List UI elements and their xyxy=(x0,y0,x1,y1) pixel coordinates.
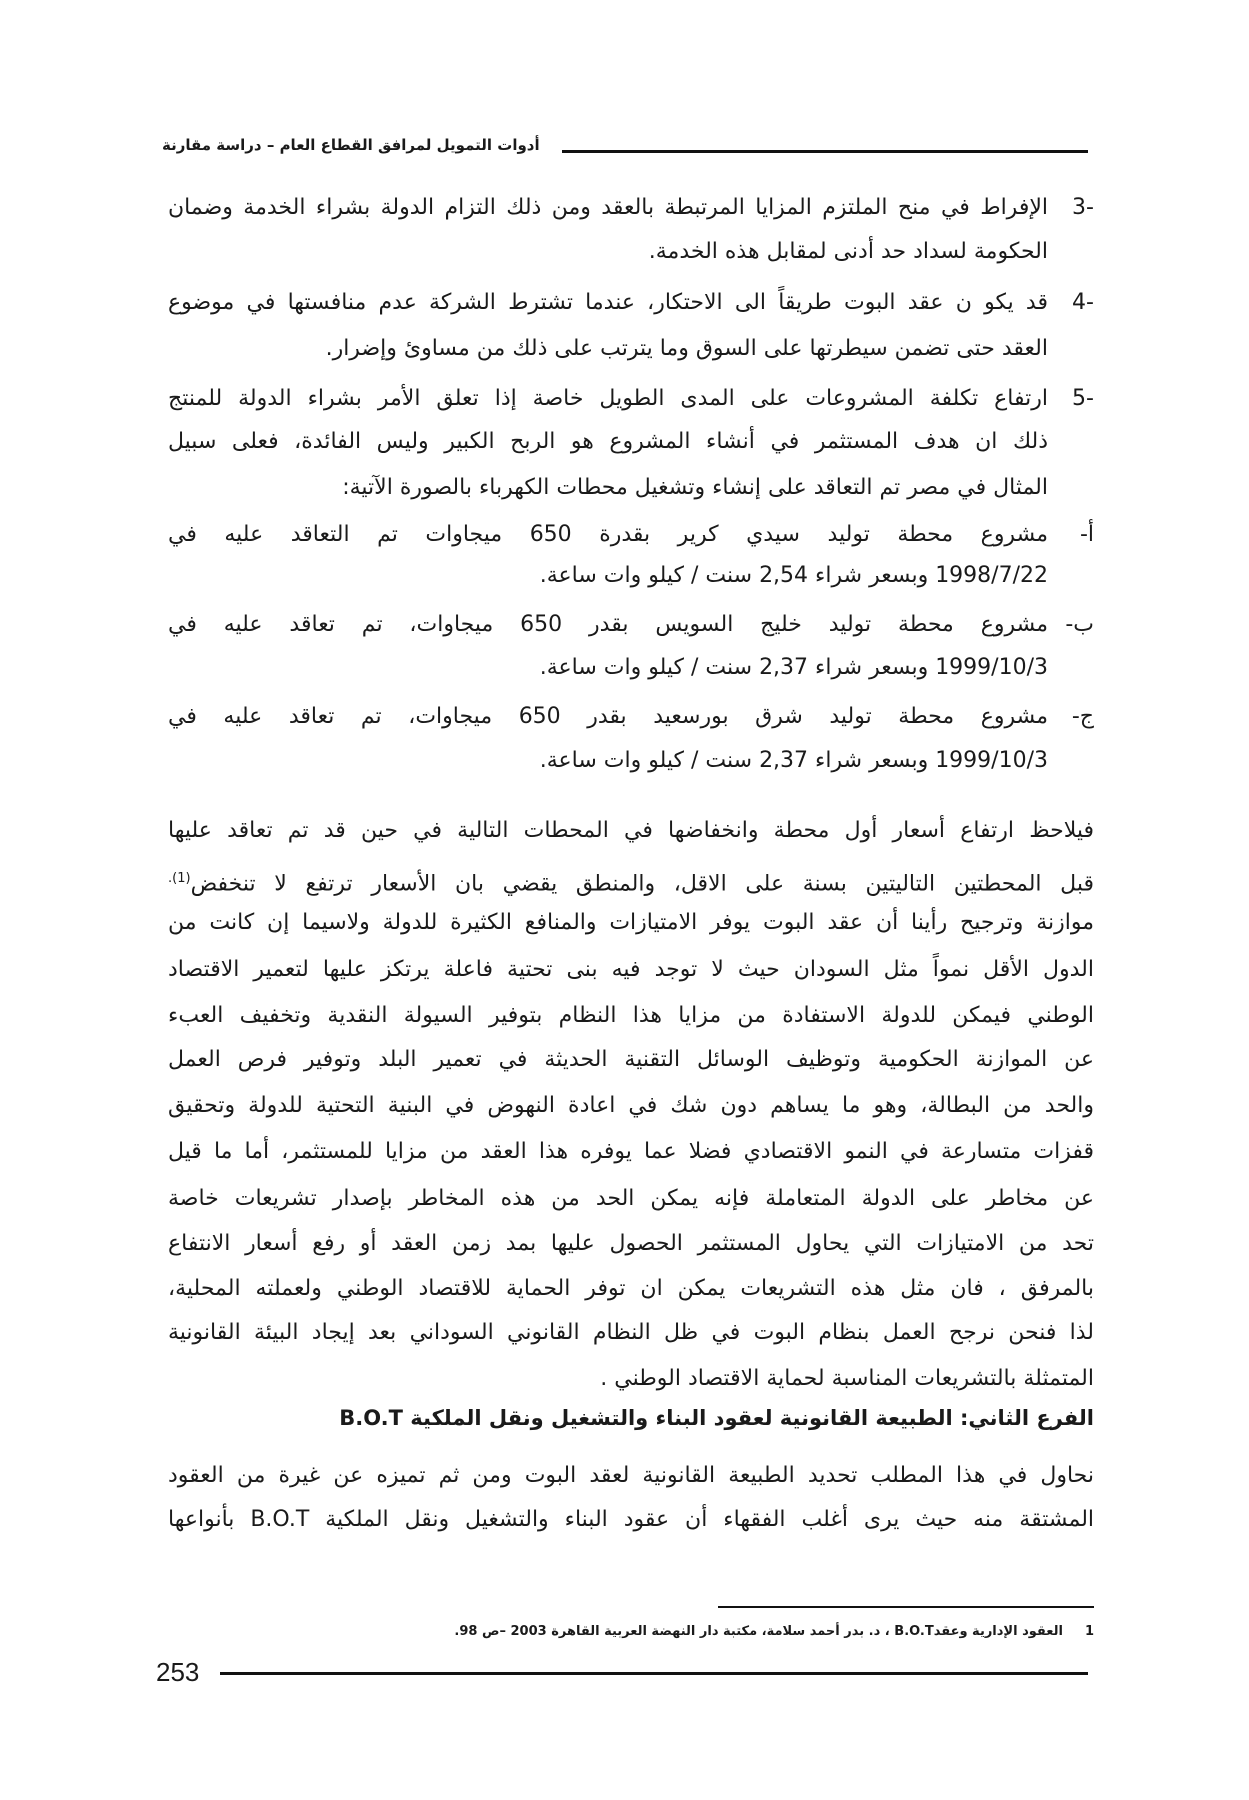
list-marker: -3 xyxy=(1072,195,1094,220)
paragraph-line: بالمرفق ، فان مثل هذه التشريعات يمكن ان توفر الحماية للاقتصاد الوطني ولعملته المحلية، xyxy=(168,1276,1094,1301)
paragraph-line: الدول الأقل نمواً مثل السودان حيث لا توجد فيه بنى تحتية فاعلة يرتكز عليها لتعمير الاقتصاد xyxy=(168,957,1094,982)
paragraph-line: نحاول في هذا المطلب تحديد الطبيعة القانونية لعقد البوت ومن ثم تميزه عن غيرة من العقود xyxy=(168,1463,1094,1488)
paragraph-line: الوطني فيمكن للدولة الاستفادة من مزايا هذا النظام بتوفير السيولة النقدية وتخفيف العبء xyxy=(168,1003,1094,1028)
list-item-line: مشروع محطة توليد سيدي كرير بقدرة 650 ميجاوات تم التعاقد عليه في xyxy=(168,522,1048,547)
list-item-line: مشروع محطة توليد خليج السويس بقدر 650 ميجاوات، تم تعاقد عليه في xyxy=(168,612,1048,637)
paragraph-line: قفزات متسارعة في النمو الاقتصادي فضلا عما يوفره هذا العقد من مزايا للمستثمر، أما ما قيل xyxy=(168,1139,1094,1164)
list-item-line: 1999/10/3 وبسعر شراء 2,37 سنت / كيلو وات ساعة. xyxy=(539,655,1048,680)
list-marker: ج- xyxy=(1071,704,1094,729)
footnote-number: 1 xyxy=(1084,1624,1094,1639)
list-item-line: قد يكو ن عقد البوت طريقاً الى الاحتكار، عندما تشترط الشركة عدم منافستها في موضوع xyxy=(168,290,1048,315)
paragraph-line: لذا فنحن نرجح العمل بنظام البوت في ظل النظام القانوني السوداني بعد إيجاد البيئة القانونية xyxy=(168,1320,1094,1345)
list-item-line: ذلك ان هدف المستثمر في أنشاء المشروع هو الربح الكبير وليس الفائدة، فعلى سبيل xyxy=(168,429,1048,454)
list-item-line: المثال في مصر تم التعاقد على إنشاء وتشغيل محطات الكهرباء بالصورة الآتية: xyxy=(342,475,1048,500)
list-marker: ب- xyxy=(1065,612,1094,637)
paragraph-line: المتمثلة بالتشريعات المناسبة لحماية الاقتصاد الوطني . xyxy=(600,1366,1094,1391)
list-item-line: مشروع محطة توليد شرق بورسعيد بقدر 650 ميجاوات، تم تعاقد عليه في xyxy=(168,704,1049,729)
list-marker: -5 xyxy=(1072,386,1094,411)
list-item-line: 1998/7/22 وبسعر شراء 2,54 سنت / كيلو وات ساعة. xyxy=(539,563,1048,588)
list-item-line: 1999/10/3 وبسعر شراء 2,37 سنت / كيلو وات ساعة. xyxy=(539,748,1048,773)
paragraph-line: تحد من الامتيازات التي يحاول المستثمر الحصول عليها بمد زمن العقد أو رفع أسعار الانتفاع xyxy=(168,1231,1094,1256)
paragraph-line xyxy=(168,864,1094,899)
list-item-line: العقد حتى تضمن سيطرتها على السوق وما يترتب على ذلك من مساوئ وإضرار. xyxy=(325,336,1048,361)
paragraph-line: والحد من البطالة، وهو ما يساهم دون شك في اعادة النهوض في البنية التحتية للدولة وتحقيق xyxy=(168,1093,1094,1118)
paragraph-line: المشتقة منه حيث يرى أغلب الفقهاء أن عقود البناء والتشغيل ونقل الملكية B.O.T بأنواعها xyxy=(168,1507,1095,1532)
footer-rule xyxy=(220,1672,1088,1675)
list-marker: أ- xyxy=(1079,522,1094,547)
page-number: 253 xyxy=(156,1657,200,1687)
list-marker: -4 xyxy=(1072,290,1094,315)
paragraph-line: عن مخاطر على الدولة المتعاملة فإنه يمكن الحد من هذه المخاطر بإصدار تشريعات خاصة xyxy=(168,1186,1094,1211)
list-item-line: الحكومة لسداد حد أدنى لمقابل هذه الخدمة. xyxy=(648,239,1048,264)
header-rule xyxy=(562,150,1088,153)
paragraph-line: عن الموازنة الحكومية وتوظيف الوسائل التقنية الحديثة في تعمير البلد وتوفير فرص العمل xyxy=(168,1047,1094,1072)
paragraph-line: فيلاحظ ارتفاع أسعار أول محطة وانخفاضها في المحطات التالية في حين قد تم تعاقد عليها xyxy=(168,818,1094,843)
list-item-line: الإفراط في منح الملتزم المزايا المرتبطة بالعقد ومن ذلك التزام الدولة بشراء الخدمة وضمان xyxy=(168,195,1048,220)
running-header: أدوات التمويل لمرافق القطاع العام – دراسة مقارنة xyxy=(162,136,540,154)
list-item-line: ارتفاع تكلفة المشروعات على المدى الطويل خاصة إذا تعلق الأمر بشراء الدولة للمنتج xyxy=(168,386,1048,411)
paragraph-text: قبل المحطتين التاليتين بسنة على الاقل، والمنطق يقضي بان الأسعار ترتفع لا تنخفض xyxy=(190,871,1094,897)
footnote xyxy=(360,1624,1094,1639)
footnote-text: العقود الإدارية وعقدB.O.T ، د. بدر أحمد سلامة، مكتبة دار النهضة العربية القاهرة 2003 –ص 98. xyxy=(454,1624,1063,1639)
footnote-separator xyxy=(718,1606,1094,1608)
section-heading: الفرع الثاني: الطبيعة القانونية لعقود البناء والتشغيل ونقل الملكية B.O.T xyxy=(339,1406,1094,1430)
footnote-reference[interactable]: (1). xyxy=(168,871,191,886)
paragraph-line: موازنة وترجيح رأينا أن عقد البوت يوفر الامتيازات والمنافع الكثيرة للدولة ولاسيما إن كانت من xyxy=(168,910,1094,935)
